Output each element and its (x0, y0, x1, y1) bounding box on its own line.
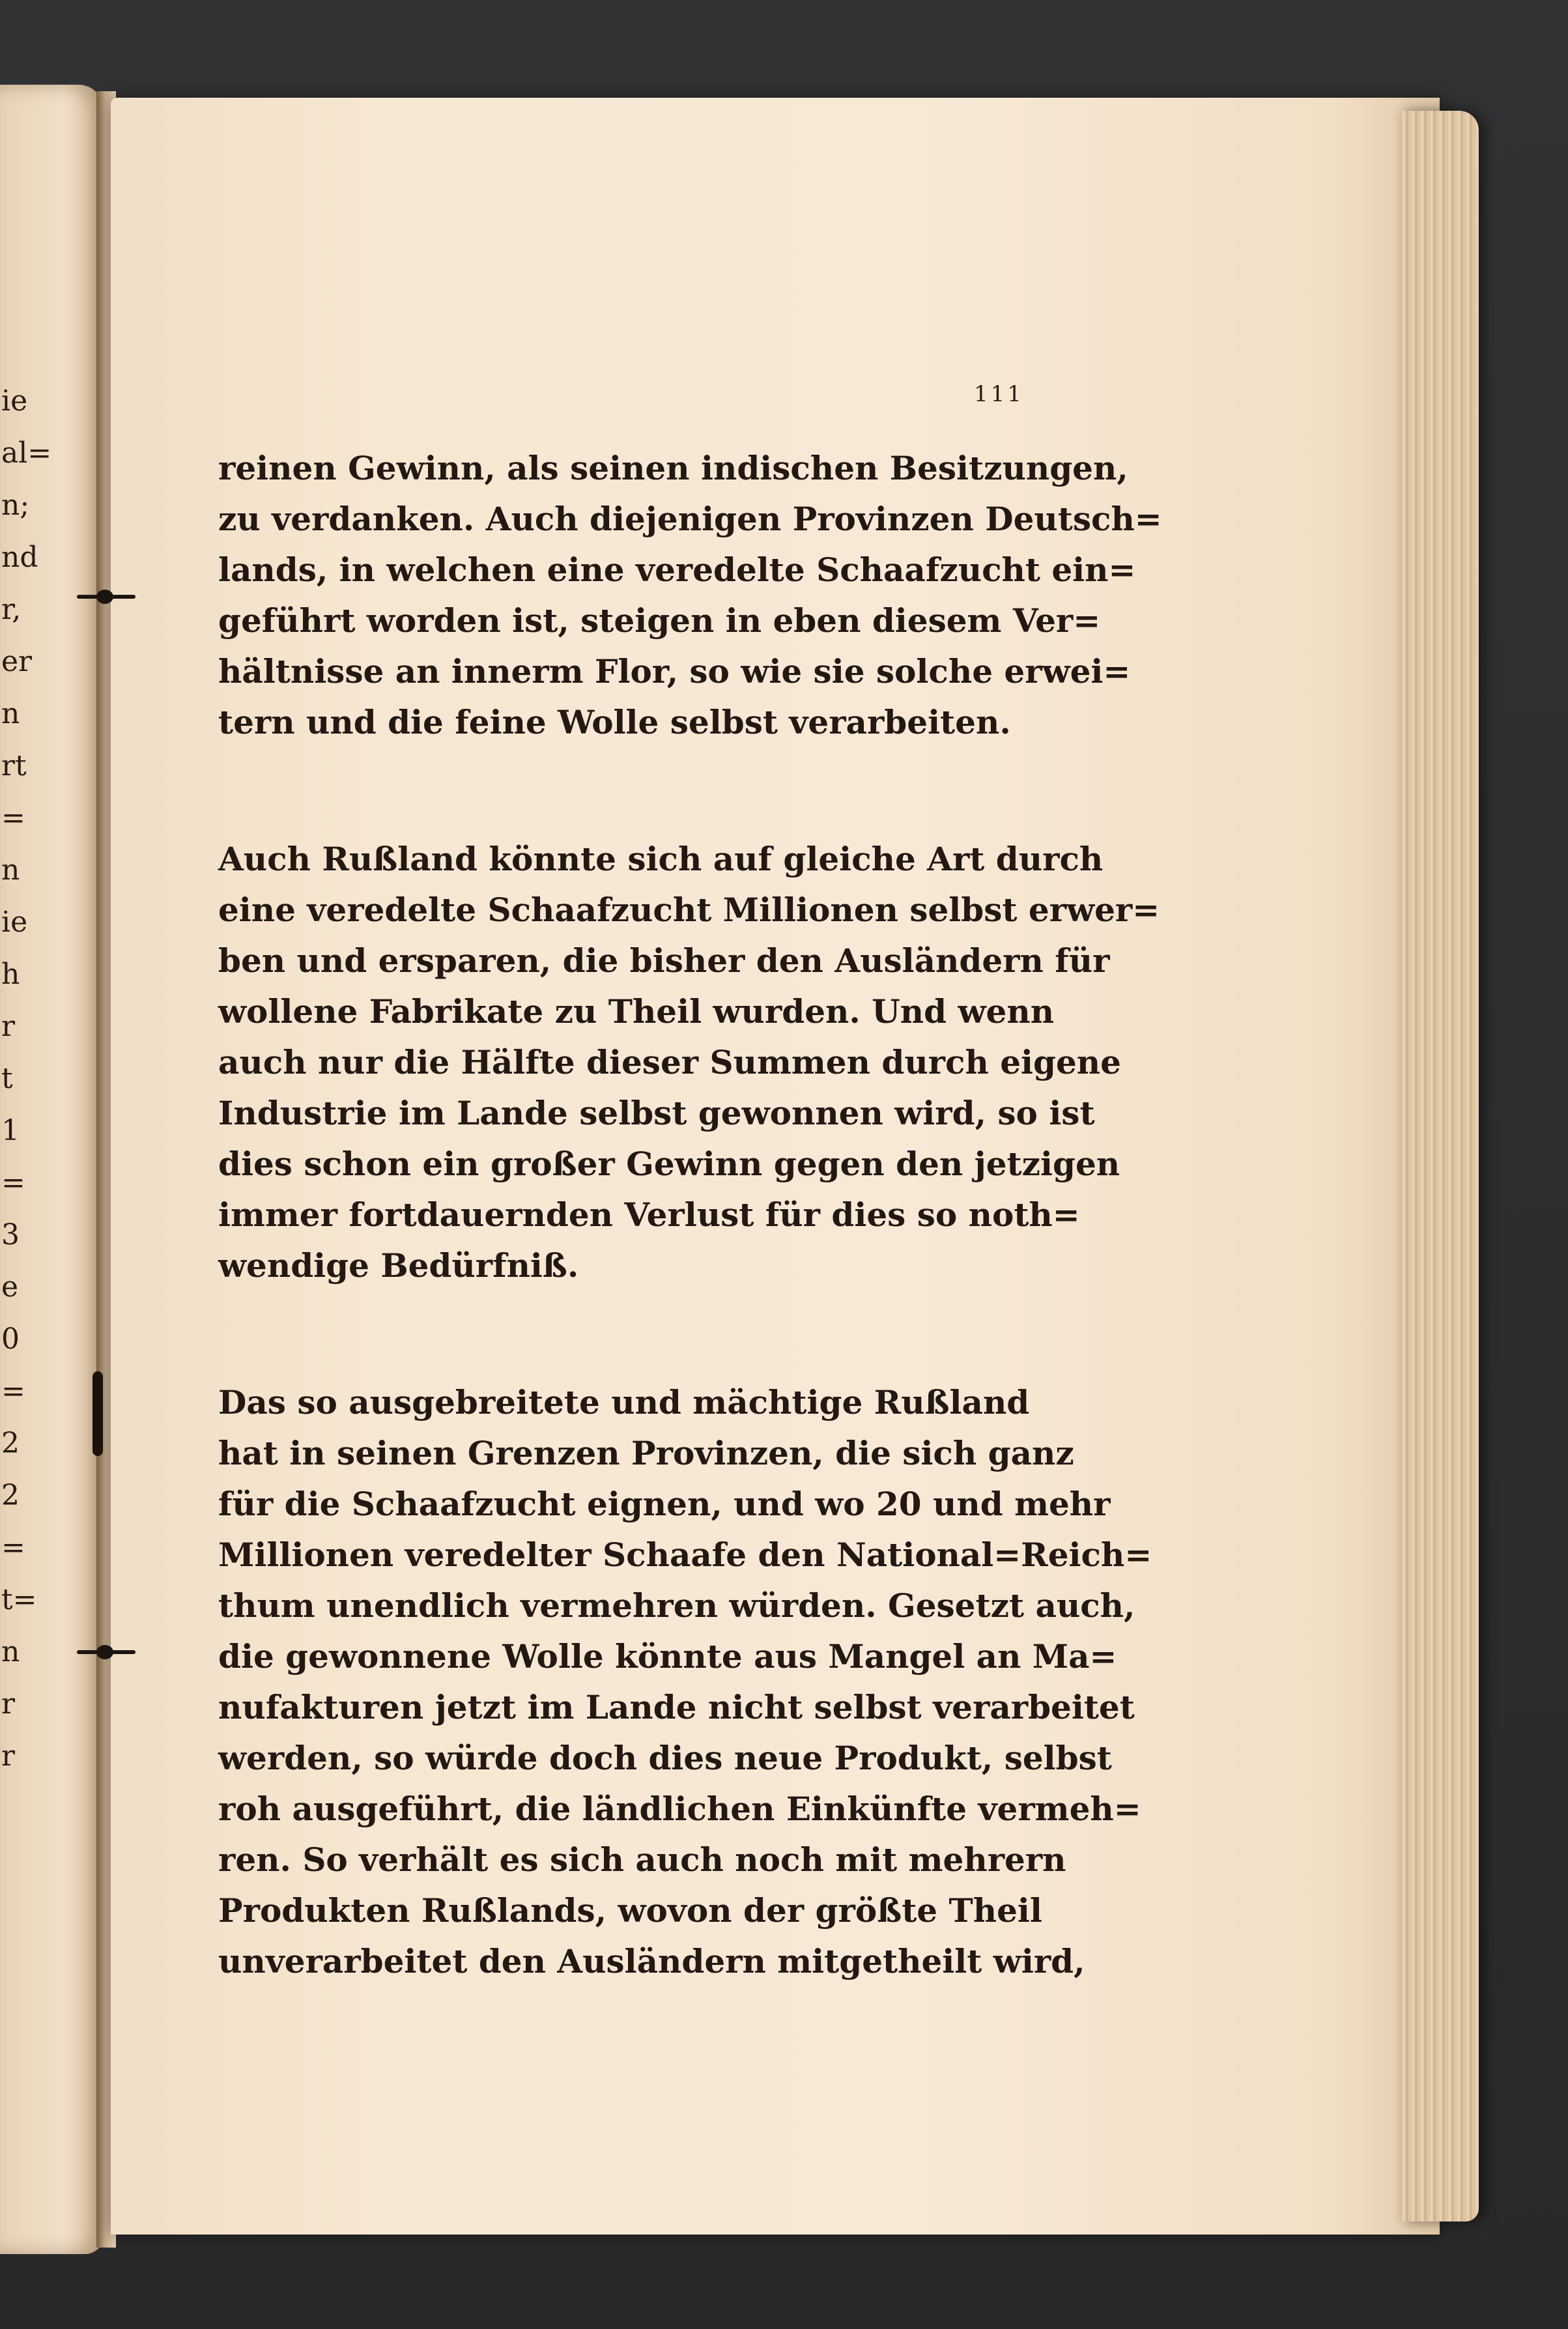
paragraph-1 (218, 443, 1162, 748)
text-line: dies schon ein großer Gewinn gegen den jetzigen (218, 1145, 1120, 1183)
text-line: wollene Fabrikate zu Theil wurden. Und wenn (218, 992, 1055, 1031)
text-line: zu verdanken. Auch diejenigen Provinzen Deutsch= (218, 500, 1162, 538)
facing-page-fragment: r (1, 1739, 16, 1773)
paragraph-3 (218, 1377, 1152, 1987)
facing-page-fragment: 0 (1, 1322, 20, 1356)
facing-page-fragment: ie (1, 384, 28, 418)
facing-page-fragment: = (1, 1375, 25, 1408)
facing-page-fragment: 3 (1, 1218, 20, 1251)
facing-page-fragment: = (1, 801, 25, 835)
text-line: lands, in welchen eine veredelte Schaafzucht ein= (218, 550, 1136, 589)
text-line: tern und die feine Wolle selbst verarbeiten. (218, 703, 1011, 741)
facing-page-fragment: rt (1, 749, 27, 782)
binding-stitch (77, 590, 135, 604)
paragraph-2 (218, 834, 1160, 1291)
binding-hole (93, 1371, 103, 1456)
text-line: werden, so würde doch dies neue Produkt, selbst (218, 1739, 1112, 1777)
page-edges (1401, 111, 1479, 2222)
text-line: Produkten Rußlands, wovon der größte Theil (218, 1891, 1042, 1930)
facing-page-fragment: = (1, 1166, 25, 1199)
text-line: Millionen veredelter Schaafe den National=Reich= (218, 1536, 1152, 1574)
facing-page-fragment: = (1, 1531, 25, 1564)
text-line: hältnisse an innerm Flor, so wie sie solche erwei= (218, 652, 1131, 691)
facing-page-fragment: n; (1, 489, 30, 522)
facing-page-fragment: ie (1, 906, 28, 939)
text-line: roh ausgeführt, die ländlichen Einkünfte vermeh= (218, 1790, 1141, 1828)
facing-page-fragment: r (1, 1687, 16, 1721)
facing-page-fragment: t (1, 1062, 13, 1095)
text-line: für die Schaafzucht eignen, und wo 20 und mehr (218, 1485, 1111, 1523)
facing-page-fragment: h (1, 958, 20, 991)
text-line: immer fortdauernden Verlust für dies so noth= (218, 1195, 1080, 1234)
facing-page-fragment: 2 (1, 1427, 20, 1460)
facing-page-fragment: t= (1, 1583, 37, 1616)
facing-page-text-fragments (0, 85, 52, 2254)
text-line: wendige Bedürfniß. (218, 1246, 579, 1285)
facing-page-fragment: al= (1, 436, 52, 470)
facing-page (0, 85, 104, 2254)
text-line: auch nur die Hälfte dieser Summen durch eigene (218, 1043, 1121, 1081)
facing-page-fragment: 2 (1, 1479, 20, 1512)
text-line: Auch Rußland könnte sich auf gleiche Art durch (218, 840, 1104, 878)
facing-page-fragment: r, (1, 593, 21, 626)
text-line: Industrie im Lande selbst gewonnen wird, so ist (218, 1094, 1095, 1132)
facing-page-fragment: 1 (1, 1114, 20, 1147)
facing-page-fragment: n (1, 853, 20, 887)
facing-page-fragment: r (1, 1010, 16, 1043)
text-line: Das so ausgebreitete und mächtige Rußland (218, 1383, 1030, 1422)
text-line: ben und ersparen, die bisher den Ausländern für (218, 941, 1110, 980)
body-text (218, 443, 1162, 1987)
text-line: ren. So verhält es sich auch noch mit mehrern (218, 1840, 1066, 1879)
text-line: nufakturen jetzt im Lande nicht selbst verarbeitet (218, 1688, 1135, 1726)
facing-page-fragment: er (1, 645, 33, 678)
text-line: unverarbeitet den Ausländern mitgetheilt wird, (218, 1942, 1085, 1980)
text-line: thum unendlich vermehren würden. Gesetzt auch, (218, 1586, 1135, 1625)
facing-page-fragment: nd (1, 541, 38, 574)
facing-page-fragment: e (1, 1270, 19, 1304)
text-line: eine veredelte Schaafzucht Millionen selbst erwer= (218, 891, 1160, 929)
facing-page-fragment: n (1, 1635, 20, 1668)
page-number: 111 (974, 381, 1024, 407)
text-line: hat in seinen Grenzen Provinzen, die sich ganz (218, 1434, 1074, 1472)
text-line: reinen Gewinn, als seinen indischen Besitzungen, (218, 449, 1128, 487)
text-line: die gewonnene Wolle könnte aus Mangel an Ma= (218, 1637, 1117, 1676)
facing-page-fragment: n (1, 697, 20, 730)
binding-stitch (77, 1645, 135, 1659)
text-line: geführt worden ist, steigen in eben diesem Ver= (218, 601, 1101, 640)
